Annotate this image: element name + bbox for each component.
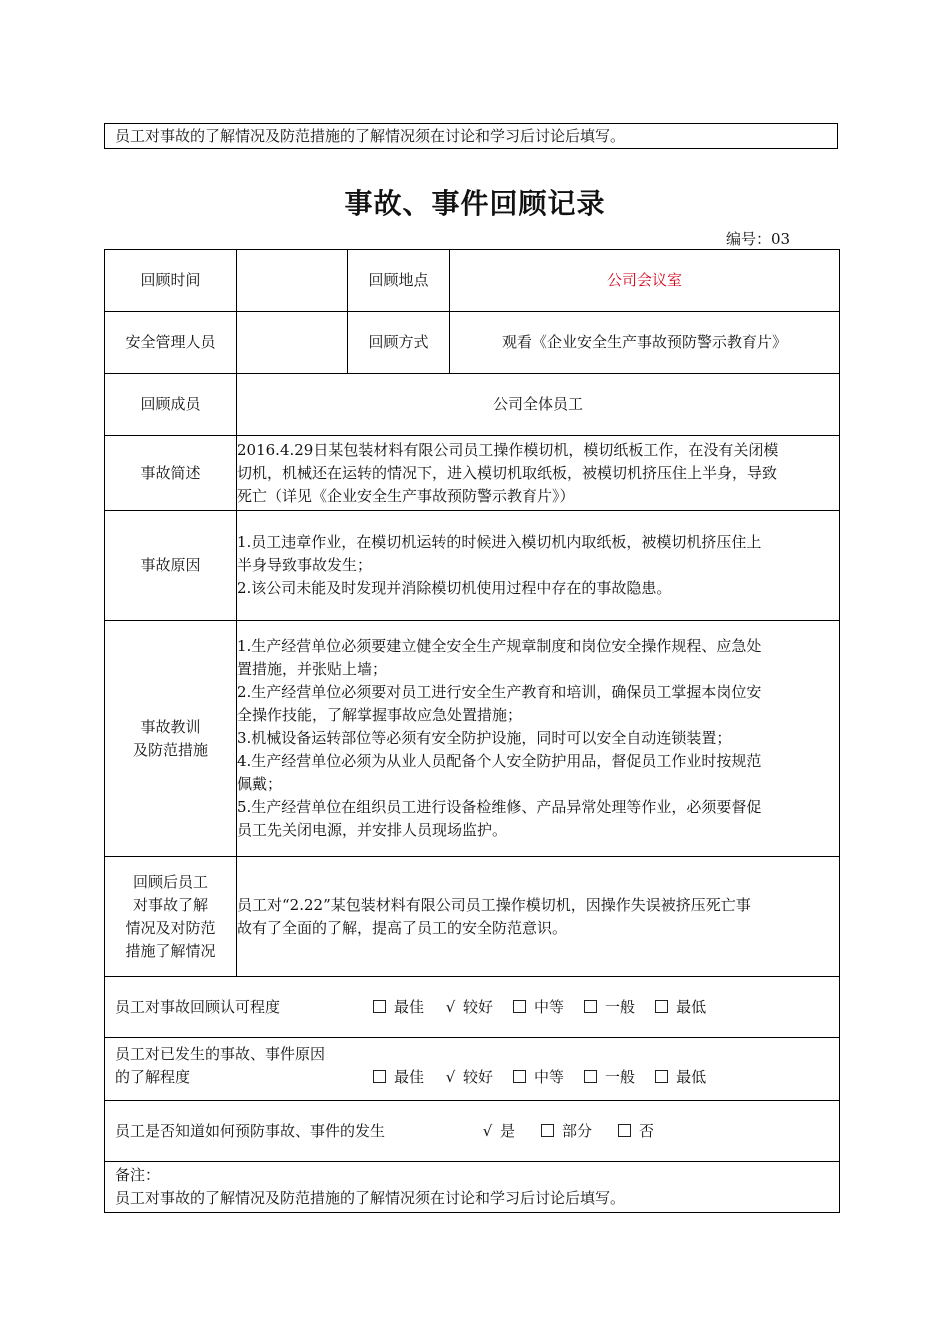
top-note: 员工对事故的了解情况及防范措施的了解情况须在讨论和学习后讨论后填写。 xyxy=(104,123,838,149)
summary-line: 死亡（详见《企业安全生产事故预防警示教育片》） xyxy=(237,486,575,505)
row-summary xyxy=(105,436,840,511)
checkbox-icon xyxy=(618,1124,631,1137)
check-mark-icon: √ xyxy=(445,1068,456,1086)
members-label: 回顾成员 xyxy=(105,374,237,436)
checkbox-icon xyxy=(655,1070,668,1083)
understanding-label-line: 情况及对防范 xyxy=(125,918,216,937)
place-label: 回顾地点 xyxy=(348,250,450,312)
option-average[interactable]: 一般 xyxy=(584,996,635,1019)
members-value: 公司全体员工 xyxy=(237,374,840,436)
place-value: 公司会议室 xyxy=(450,250,840,312)
lessons-label-line: 及防范措施 xyxy=(132,740,208,759)
lessons-text xyxy=(237,621,840,857)
time-label: 回顾时间 xyxy=(105,250,237,312)
row-time-place xyxy=(105,250,840,312)
row-remarks xyxy=(105,1162,840,1213)
option-good[interactable]: √ 较好 xyxy=(444,1066,493,1089)
checkbox-icon xyxy=(584,1070,597,1083)
row-cause xyxy=(105,511,840,621)
lesson-line: 员工先关闭电源，并安排人员现场监护。 xyxy=(237,821,508,839)
cause-line: 1.员工违章作业，在模切机运转的时候进入模切机内取纸板，被模切机挤压住上 xyxy=(237,533,762,551)
lesson-line: 4.生产经营单位必须为从业人员配备个人安全防护用品，督促员工作业时按规范 xyxy=(237,752,762,770)
option-average[interactable]: 一般 xyxy=(584,1066,635,1089)
check-mark-icon: √ xyxy=(445,997,456,1016)
understanding-label-line: 对事故了解 xyxy=(132,895,208,914)
lesson-line: 佩戴； xyxy=(237,775,283,793)
lesson-line: 1.生产经营单位必须要建立健全安全生产规章制度和岗位安全操作规程、应急处 xyxy=(237,637,762,655)
lesson-line: 5.生产经营单位在组织员工进行设备检维修、产品异常处理等作业，必须要督促 xyxy=(237,798,762,816)
row-members xyxy=(105,374,840,436)
cause-label: 事故原因 xyxy=(105,511,237,621)
checkbox-icon xyxy=(584,1000,597,1013)
lesson-line: 3.机械设备运转部位等必须有安全防护设施，同时可以安全自动连锁装置； xyxy=(237,729,732,747)
review-record-table xyxy=(104,249,840,1213)
remarks-text: 员工对事故的了解情况及防范措施的了解情况须在讨论和学习后讨论后填写。 xyxy=(115,1189,626,1207)
understanding-label-line: 措施了解情况 xyxy=(125,941,216,960)
rating-question: 员工对事故回顾认可程度 xyxy=(115,997,281,1016)
row-understanding xyxy=(105,857,840,977)
lesson-line: 置措施，并张贴上墙； xyxy=(237,660,388,678)
rating-recognition xyxy=(105,977,840,1038)
understanding-line: 故有了全面的了解，提高了员工的安全防范意识。 xyxy=(237,918,568,937)
checkbox-icon xyxy=(373,1000,386,1013)
doc-number: 编号：03 xyxy=(726,230,791,248)
option-medium[interactable]: 中等 xyxy=(513,996,564,1019)
lesson-line: 全操作技能，了解掌握事故应急处置措施； xyxy=(237,706,523,724)
option-best[interactable]: 最佳 xyxy=(373,996,424,1019)
checkbox-icon xyxy=(655,1000,668,1013)
understanding-text xyxy=(237,857,840,977)
row-rating-cause-understanding xyxy=(105,1038,840,1101)
checkbox-icon xyxy=(541,1124,554,1137)
lessons-label xyxy=(105,621,237,857)
checkbox-icon xyxy=(373,1070,386,1083)
option-lowest[interactable]: 最低 xyxy=(655,1066,706,1089)
row-manager-method xyxy=(105,312,840,374)
lesson-line: 2.生产经营单位必须要对员工进行安全生产教育和培训，确保员工掌握本岗位安 xyxy=(237,683,762,701)
row-rating-recognition xyxy=(105,977,840,1038)
summary-line: 2016.4.29日某包装材料有限公司员工操作模切机，模切纸板工作，在没有关闭模 xyxy=(237,440,779,459)
lessons-label-line: 事故教训 xyxy=(140,717,201,736)
option-no[interactable]: 否 xyxy=(618,1120,654,1143)
cause-text xyxy=(237,511,840,621)
rating-prevention xyxy=(105,1101,840,1162)
option-yes[interactable]: √ 是 xyxy=(481,1120,515,1143)
rating-question: 员工对已发生的事故、事件原因 的了解程度 xyxy=(115,1045,326,1086)
rating-cause-understanding xyxy=(105,1038,840,1101)
remarks-label: 备注： xyxy=(115,1166,161,1184)
option-partial[interactable]: 部分 xyxy=(541,1120,592,1143)
checkbox-icon xyxy=(513,1000,526,1013)
summary-line: 切机，机械还在运转的情况下，进入模切机取纸板，被模切机挤压住上半身，导致 xyxy=(237,463,778,482)
page-title: 事故、事件回顾记录 xyxy=(344,187,606,220)
summary-text xyxy=(237,436,840,511)
method-value: 观看《企业安全生产事故预防警示教育片》 xyxy=(450,312,840,374)
manager-label: 安全管理人员 xyxy=(105,312,237,374)
method-label: 回顾方式 xyxy=(348,312,450,374)
option-best[interactable]: 最佳 xyxy=(373,1066,424,1089)
understanding-line: 员工对“2.22”某包装材料有限公司员工操作模切机，因操作失误被挤压死亡事 xyxy=(237,895,751,914)
summary-label: 事故简述 xyxy=(105,436,237,511)
remarks xyxy=(105,1162,840,1213)
row-rating-prevention xyxy=(105,1101,840,1162)
time-value[interactable] xyxy=(237,250,348,312)
row-lessons xyxy=(105,621,840,857)
option-lowest[interactable]: 最低 xyxy=(655,996,706,1019)
check-mark-icon: √ xyxy=(482,1121,493,1140)
understanding-label xyxy=(105,857,237,977)
rating-question: 员工是否知道如何预防事故、事件的发生 xyxy=(115,1121,386,1140)
option-medium[interactable]: 中等 xyxy=(513,1066,564,1089)
manager-value[interactable] xyxy=(237,312,348,374)
cause-line: 2.该公司未能及时发现并消除模切机使用过程中存在的事故隐患。 xyxy=(237,579,672,597)
option-good[interactable]: √ 较好 xyxy=(444,996,493,1019)
cause-line: 半身导致事故发生； xyxy=(237,556,373,574)
understanding-label-line: 回顾后员工 xyxy=(132,872,208,891)
checkbox-icon xyxy=(513,1070,526,1083)
